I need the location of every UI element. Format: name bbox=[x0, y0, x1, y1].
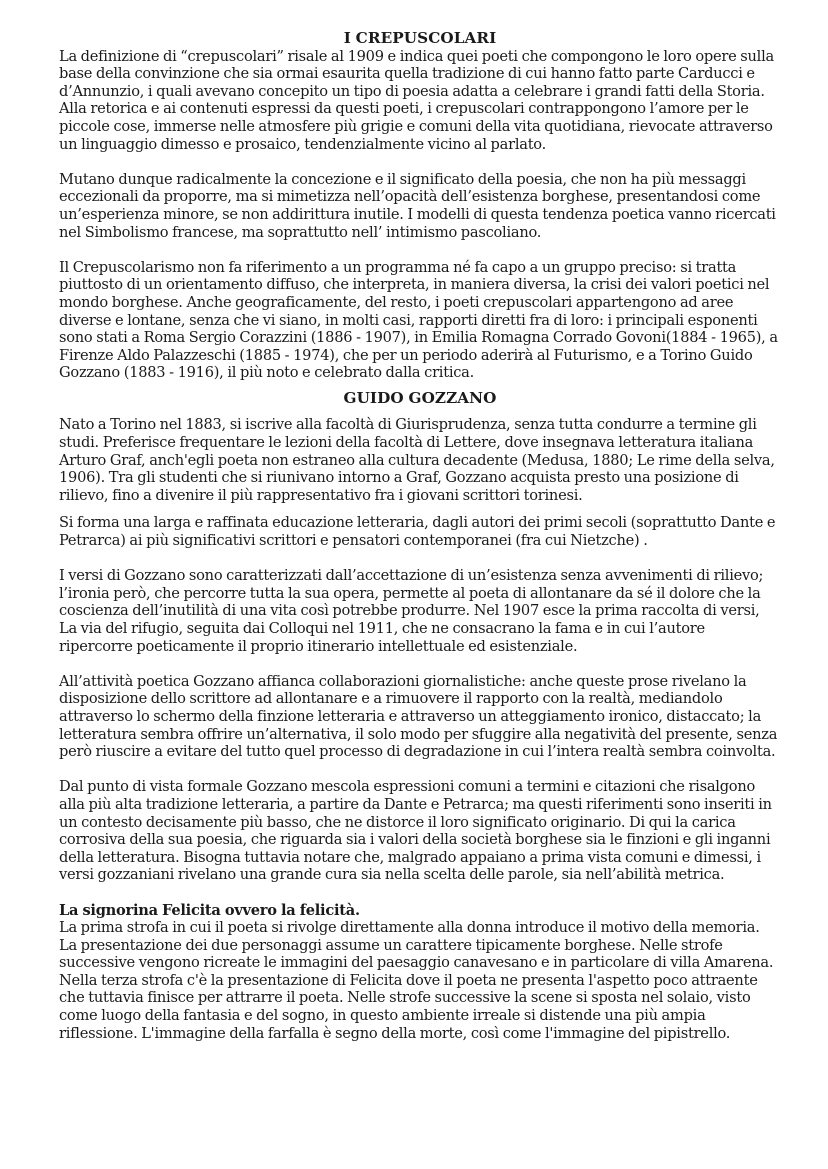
paragraph-gozzano-verses: I versi di Gozzano sono caratterizzati dall’accettazione di un’esistenza senza avvenimenti di rilievo; l’ironia però, che percorre tutta la sua opera, permette al poeta di allontanare da sé il dolore che la coscienza dell’inutilità di una vita così potrebbe produrre. Nel 1907 esce la prima raccolta di versi, La via del rifugio, seguita dai Colloqui nel 1911, che ne consacrano la fama e in cui l’autore ripercorre poeticamente il proprio itinerario intellettuale ed esistenziale. bbox=[59, 567, 764, 655]
paragraph-crepuscolari-exponents: Il Crepuscolarismo non fa riferimento a un programma né fa capo a un gruppo preciso: si tratta piuttosto di un orientamento diffuso, che interpreta, in maniera diversa, la crisi dei valori poetici nel mondo borghese. Anche geograficamente, del resto, i poeti crepuscolari appartengono ad aree diverse e lontane, senza che vi siano, in molti casi, rapporti diretti fra di loro: i principali esponenti sono stati a Roma Sergio Corazzini (1886 - 1907), in Emilia Romagna Corrado Govoni(1884 - 1965), a Firenze Aldo Palazzeschi (1885 - 1974), che per un periodo aderirà al Futurismo, e a Torino Guido Gozzano (1883 - 1916), il più noto e celebrato dalla critica. bbox=[59, 258, 778, 382]
document-page bbox=[59, 30, 781, 1042]
paragraph-gozzano-style: Dal punto di vista formale Gozzano mescola espressioni comuni a termini e citazioni che risalgono alla più alta tradizione letteraria, a partire da Dante e Petrarca; ma questi riferimenti sono inseriti in un contesto decisamente più basso, che ne distorce il loro significato originario. Di qui la carica corrosiva della sua poesia, che riguarda sia i valori della società borghese sia le finzioni e gli inganni della letteratura. Bisogna tuttavia notare che, malgrado appaiano a prima vista comuni e dimessi, i versi gozzaniani rivelano una grande cura sia nella scelta delle parole, sia nell’abilità metrica. bbox=[59, 778, 772, 884]
section-title-felicita: La signorina Felicita ovvero la felicità. bbox=[59, 901, 360, 919]
paragraph-gozzano-education: Si forma una larga e raffinata educazione letteraria, dagli autori dei primi secoli (soprattutto Dante e Petrarca) ai più significativi scrittori e pensatori contemporanei (fra cui Nietzche) . bbox=[59, 514, 776, 550]
paragraph-felicita-analysis: La prima strofa in cui il poeta si rivolge direttamente alla donna introduce il motivo della memoria. La presentazione dei due personaggi assume un carattere tipicamente borghese. Nelle strofe successive vengono ricreate le immagini del paesaggio canavesano e in particolare di villa Amarena. Nella terza strofa c'è la presentazione di Felicita dove il poeta ne presenta l'aspetto poco attraente che tuttavia finisce per attrarre il poeta. Nelle strofe successive la scene si sposta nel solaio, visto come luogo della fantasia e del sogno, in questo ambiente irreale si distende una più ampia riflessione. L'immagine della farfalla è segno della morte, così come l'immagine del pipistrello. bbox=[59, 919, 774, 1042]
section-title-gozzano: GUIDO GOZZANO bbox=[343, 388, 497, 407]
section-title-crepuscolari: I CREPUSCOLARI bbox=[343, 29, 497, 47]
paragraph-gozzano-journalism: All’attività poetica Gozzano affianca collaborazioni giornalistiche: anche queste prose rivelano la disposizione dello scrittore ad allontanare e a rimuovere il rapporto con la realtà, mediandolo attraverso lo schermo della finzione letteraria e attraverso un atteggiamento ironico, distaccato; la letteratura sembra offrire un’alternativa, il solo modo per sfuggire alla negatività del presente, senza però riuscire a evitare del tutto quel processo di degradazione in cui l’intera realtà sembra coinvolta. bbox=[59, 672, 778, 761]
paragraph-crepuscolari-definition: La definizione di “crepuscolari” risale al 1909 e indica quei poeti che compongono le loro opere sulla base della convinzione che sia ormai esaurita quella tradizione di cui hanno fatto parte Carducci e d’Annunzio, i quali avevano concepito un tipo di poesia adatta a celebrare i grandi fatti della Storia. Alla retorica e ai contenuti espressi da questi poeti, i crepuscolari contrappongono l’amore per le piccole cose, immerse nelle atmosfere più grigie e comuni della vita quotidiana, rievocate attraverso un linguaggio dimesso e prosaico, tendenzialmente vicino al parlato. bbox=[59, 47, 774, 153]
paragraph-gozzano-biography: Nato a Torino nel 1883, si iscrive alla facoltà di Giurisprudenza, senza tutta condurre a termine gli studi. Preferisce frequentare le lezioni della facoltà di Lettere, dove insegnava letteratura italiana Arturo Graf, anch'egli poeta non estraneo alla cultura decadente (Medusa, 1880; Le rime della selva, 1906). Tra gli studenti che si riunivano intorno a Graf, Gozzano acquista presto una posizione di rilievo, fino a divenire il più rappresentativo fra i giovani scrittori torinesi. bbox=[59, 416, 775, 504]
paragraph-crepuscolari-poetry-concept: Mutano dunque radicalmente la concezione e il significato della poesia, che non ha più messaggi eccezionali da proporre, ma si mimetizza nell’opacità dell’esistenza borghese, presentandosi come un’esperienza minore, se non addirittura inutile. I modelli di questa tendenza poetica vanno ricercati nel Simbolismo francese, ma soprattutto nell’ intimismo pascoliano. bbox=[59, 170, 776, 241]
